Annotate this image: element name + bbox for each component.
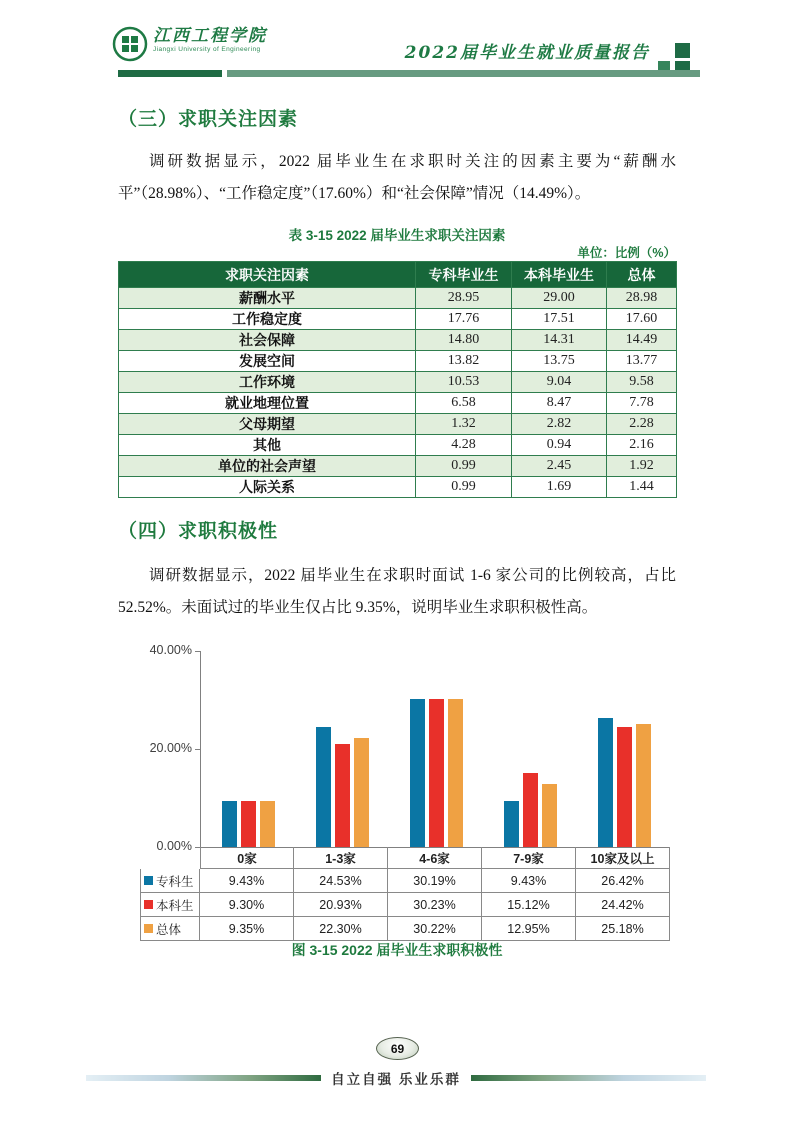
value-cell: 2.82 (512, 414, 607, 435)
job-search-activity-chart (140, 645, 670, 945)
table-row (119, 435, 677, 456)
table-unit-note: 单位：比例（%） (577, 246, 676, 260)
legend-entry (140, 893, 200, 917)
series-value-cell: 22.30% (294, 917, 388, 941)
y-axis-tick (195, 749, 200, 750)
col-header-total: 总体 (607, 262, 677, 288)
bar-本科生-7-9家 (523, 773, 538, 847)
legend-label: 本科生 (156, 898, 194, 913)
table-row (119, 477, 677, 498)
y-axis-tick (195, 651, 200, 652)
legend-swatch-icon (144, 900, 153, 909)
report-title: 2022届毕业生就业质量报告 (404, 43, 650, 63)
legend-label: 专科生 (156, 874, 194, 889)
legend-label: 总体 (156, 922, 182, 937)
chart-series-row-本科生 (140, 893, 670, 917)
chart-category-row (200, 847, 670, 869)
category-label: 1-3家 (294, 847, 388, 869)
decor-square (675, 43, 690, 58)
bar-总体-0家 (260, 801, 275, 847)
table-row (119, 330, 677, 351)
header-rule-dark (118, 70, 222, 77)
series-value-cell: 9.35% (200, 917, 294, 941)
col-header-benke: 本科毕业生 (512, 262, 607, 288)
university-logo (112, 26, 267, 62)
col-header-factor: 求职关注因素 (119, 262, 416, 288)
table-caption: 表 3-15 2022 届毕业生求职关注因素 (288, 228, 506, 243)
category-label: 0家 (200, 847, 294, 869)
value-cell: 14.31 (512, 330, 607, 351)
value-cell: 2.28 (607, 414, 677, 435)
legend-entry (140, 869, 200, 893)
series-value-cell: 26.42% (576, 869, 670, 893)
series-value-cell: 30.19% (388, 869, 482, 893)
y-axis-label: 0.00% (156, 839, 192, 853)
table-row (119, 372, 677, 393)
chart-plot-area (200, 651, 670, 848)
y-axis-label: 40.00% (149, 643, 192, 657)
factor-cell: 工作环境 (119, 372, 416, 393)
y-axis-label: 20.00% (149, 741, 192, 755)
value-cell: 2.16 (607, 435, 677, 456)
logo-name-cn: 江西工程学院 (153, 26, 267, 46)
value-cell: 17.51 (512, 309, 607, 330)
factor-cell: 发展空间 (119, 351, 416, 372)
factor-cell: 社会保障 (119, 330, 416, 351)
section4-paragraph: 调研数据显示，2022 届毕业生在求职时面试 1-6 家公司的比例较高，占比 52.52%。未面试过的毕业生仅占比 9.35%，说明毕业生求职积极性高。 (118, 567, 676, 616)
factor-cell: 薪酬水平 (119, 288, 416, 309)
value-cell: 13.75 (512, 351, 607, 372)
value-cell: 0.99 (416, 456, 512, 477)
series-value-cell: 9.30% (200, 893, 294, 917)
value-cell: 13.77 (607, 351, 677, 372)
factor-cell: 人际关系 (119, 477, 416, 498)
value-cell: 29.00 (512, 288, 607, 309)
bar-专科生-7-9家 (504, 801, 519, 847)
bar-总体-4-6家 (448, 699, 463, 847)
figure-caption: 图 3-15 2022 届毕业生求职积极性 (291, 942, 503, 958)
series-value-cell: 9.43% (200, 869, 294, 893)
legend-swatch-icon (144, 876, 153, 885)
category-label: 4-6家 (388, 847, 482, 869)
value-cell: 17.76 (416, 309, 512, 330)
legend-entry (140, 917, 200, 941)
section-heading-4: （四）求职积极性 (118, 521, 279, 542)
section3-paragraph: 调研数据显示，2022 届毕业生在求职时关注的因素主要为“薪酬水平”（28.98%）、“工作稳定度”（17.60%）和“社会保障”情况（14.49%）。 (118, 153, 676, 202)
legend-swatch-icon (144, 924, 153, 933)
value-cell: 1.32 (416, 414, 512, 435)
category-label: 10家及以上 (576, 847, 670, 869)
value-cell: 6.58 (416, 393, 512, 414)
series-value-cell: 12.95% (482, 917, 576, 941)
factor-cell: 其他 (119, 435, 416, 456)
bar-总体-1-3家 (354, 738, 369, 847)
value-cell: 17.60 (607, 309, 677, 330)
bar-本科生-4-6家 (429, 699, 444, 847)
series-value-cell: 30.23% (388, 893, 482, 917)
bar-专科生-10家及以上 (598, 718, 613, 847)
value-cell: 4.28 (416, 435, 512, 456)
value-cell: 13.82 (416, 351, 512, 372)
factors-table (118, 261, 677, 498)
category-label: 7-9家 (482, 847, 576, 869)
table-row (119, 456, 677, 477)
factors-table-body (119, 288, 677, 498)
footer-rule-right (471, 1075, 706, 1081)
chart-series-row-专科生 (140, 869, 670, 893)
bar-本科生-0家 (241, 801, 256, 847)
series-value-cell: 24.42% (576, 893, 670, 917)
factor-cell: 父母期望 (119, 414, 416, 435)
bar-专科生-4-6家 (410, 699, 425, 847)
value-cell: 14.80 (416, 330, 512, 351)
value-cell: 1.44 (607, 477, 677, 498)
value-cell: 0.99 (416, 477, 512, 498)
value-cell: 2.45 (512, 456, 607, 477)
page-number-badge: 69 (376, 1037, 419, 1060)
logo-name-en: Jiangxi University of Engineering (153, 46, 261, 53)
series-value-cell: 30.22% (388, 917, 482, 941)
series-value-cell: 20.93% (294, 893, 388, 917)
footer-rule-left (86, 1075, 321, 1081)
value-cell: 8.47 (512, 393, 607, 414)
table-row (119, 414, 677, 435)
series-value-cell: 9.43% (482, 869, 576, 893)
value-cell: 1.92 (607, 456, 677, 477)
series-value-cell: 25.18% (576, 917, 670, 941)
value-cell: 7.78 (607, 393, 677, 414)
table-row (119, 393, 677, 414)
value-cell: 10.53 (416, 372, 512, 393)
bar-本科生-1-3家 (335, 744, 350, 847)
university-seal-icon (112, 26, 148, 62)
chart-series-row-总体 (140, 917, 670, 941)
value-cell: 0.94 (512, 435, 607, 456)
bar-总体-7-9家 (542, 784, 557, 847)
value-cell: 28.95 (416, 288, 512, 309)
table-row (119, 309, 677, 330)
factor-cell: 单位的社会声望 (119, 456, 416, 477)
col-header-zhuanke: 专科毕业生 (416, 262, 512, 288)
bar-专科生-1-3家 (316, 727, 331, 847)
value-cell: 9.04 (512, 372, 607, 393)
table-row (119, 351, 677, 372)
value-cell: 14.49 (607, 330, 677, 351)
bar-总体-10家及以上 (636, 724, 651, 847)
factor-cell: 就业地理位置 (119, 393, 416, 414)
series-value-cell: 24.53% (294, 869, 388, 893)
value-cell: 1.69 (512, 477, 607, 498)
footer-motto: 自立自强 乐业乐群 (331, 1072, 461, 1087)
factor-cell: 工作稳定度 (119, 309, 416, 330)
bar-专科生-0家 (222, 801, 237, 847)
value-cell: 28.98 (607, 288, 677, 309)
table-header-row (119, 262, 677, 288)
series-value-cell: 15.12% (482, 893, 576, 917)
bar-本科生-10家及以上 (617, 727, 632, 847)
table-row (119, 288, 677, 309)
section-heading-3: （三）求职关注因素 (118, 109, 299, 130)
header-rule-light (227, 70, 700, 77)
value-cell: 9.58 (607, 372, 677, 393)
footer-motto-row (86, 1068, 706, 1088)
